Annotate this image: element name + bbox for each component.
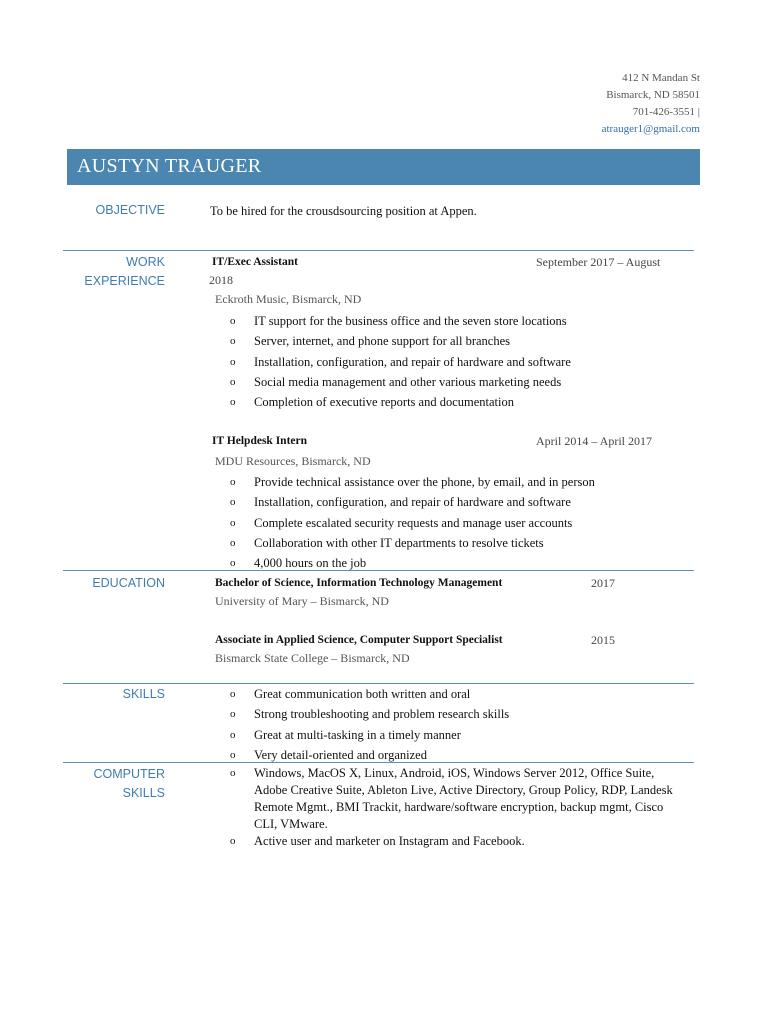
degree-year: 2015 bbox=[591, 633, 615, 647]
job-bullets bbox=[230, 311, 700, 412]
list-item bbox=[230, 533, 700, 553]
job-company: MDU Resources, Bismarck, ND bbox=[215, 454, 371, 468]
list-item bbox=[230, 352, 700, 372]
list-item bbox=[230, 472, 700, 492]
job-bullets bbox=[230, 472, 700, 573]
work-label bbox=[65, 253, 165, 291]
list-item-text: Great at multi-tasking in a timely manner bbox=[254, 727, 461, 742]
degree-title: Associate in Applied Science, Computer Support Specialist bbox=[215, 634, 503, 646]
list-item-text: Great communication both written and oral bbox=[254, 687, 471, 701]
list-item bbox=[230, 492, 700, 512]
computer-skills-label bbox=[65, 765, 165, 803]
contact-city: Bismarck, ND 58501 bbox=[606, 89, 700, 101]
bullet-circle-icon: o bbox=[230, 748, 236, 761]
list-item-text: 4,000 hours on the job bbox=[254, 556, 367, 571]
bullet-circle-icon: o bbox=[230, 835, 236, 847]
list-item-text: IT support for the business office and the seven store locations bbox=[254, 314, 567, 328]
list-item-text: Server, internet, and phone support for all branches bbox=[254, 334, 511, 349]
list-item-text: Very detail-oriented and organized bbox=[254, 747, 427, 762]
list-item-text: Active user and marketer on Instagram and Facebook. bbox=[254, 834, 525, 848]
bullet-circle-icon: o bbox=[230, 536, 236, 549]
bullet-circle-icon: o bbox=[230, 688, 236, 700]
job-title: IT Helpdesk Intern bbox=[212, 435, 308, 447]
education-label: EDUCATION bbox=[92, 576, 165, 590]
name-banner bbox=[67, 149, 700, 185]
bullet-circle-icon: o bbox=[230, 375, 236, 388]
work-label-line1: WORK bbox=[126, 255, 165, 269]
candidate-name: AUSTYN TRAUGER bbox=[77, 155, 262, 177]
contact-street: 412 N Mandan St bbox=[622, 72, 700, 84]
bullet-circle-icon: o bbox=[230, 315, 236, 327]
list-item bbox=[230, 513, 700, 533]
list-item bbox=[230, 372, 700, 392]
job-dates: September 2017 – August bbox=[536, 255, 661, 269]
objective-text: To be hired for the crousdsourcing position at Appen. bbox=[210, 204, 477, 218]
section-divider bbox=[63, 250, 694, 251]
bullet-circle-icon: o bbox=[230, 335, 236, 348]
list-item-text: Completion of executive reports and documentation bbox=[254, 395, 514, 410]
contact-email[interactable]: atrauger1@gmail.com bbox=[601, 123, 700, 135]
list-item bbox=[230, 833, 675, 850]
contact-block bbox=[602, 70, 700, 138]
list-item-text: Complete escalated security requests and manage user accounts bbox=[254, 515, 573, 530]
bullet-circle-icon: o bbox=[230, 557, 236, 570]
bullet-circle-icon: o bbox=[230, 767, 236, 779]
computer-skills-label-line1: COMPUTER bbox=[93, 767, 165, 781]
computer-skills-label-line2: SKILLS bbox=[122, 786, 165, 800]
degree-year: 2017 bbox=[591, 576, 615, 590]
work-label-line2: EXPERIENCE bbox=[84, 274, 165, 288]
contact-phone: 701-426-3551 | bbox=[632, 106, 700, 118]
bullet-circle-icon: o bbox=[230, 516, 236, 529]
school-name: Bismarck State College – Bismarck, ND bbox=[215, 651, 410, 665]
bullet-circle-icon: o bbox=[230, 355, 236, 368]
bullet-circle-icon: o bbox=[230, 476, 236, 488]
list-item-text: Collaboration with other IT departments to resolve tickets bbox=[254, 535, 544, 550]
list-item-text: Windows, MacOS X, Linux, Android, iOS, Windows Server 2012, Office Suite, Adobe Creative Suite, Ableton Live, Active Directory, Group Policy, RDP, Landesk Remote Mgmt., BMI Trackit, hardware/software encryption, backup mgmt, Cisco CLI, VMware. bbox=[254, 766, 673, 831]
school-name: University of Mary – Bismarck, ND bbox=[215, 594, 389, 608]
job-title: IT/Exec Assistant bbox=[212, 256, 298, 268]
objective-label: OBJECTIVE bbox=[95, 203, 165, 217]
list-item-text: Strong troubleshooting and problem research skills bbox=[254, 707, 510, 722]
section-divider bbox=[63, 570, 694, 571]
list-item bbox=[230, 765, 675, 833]
job-dates: April 2014 – April 2017 bbox=[536, 434, 652, 448]
job-company: Eckroth Music, Bismarck, ND bbox=[215, 292, 362, 306]
list-item bbox=[230, 392, 700, 412]
skills-bullets bbox=[230, 684, 700, 765]
list-item bbox=[230, 331, 700, 351]
computer-skills-bullets bbox=[230, 765, 675, 850]
bullet-circle-icon: o bbox=[230, 708, 236, 721]
list-item bbox=[230, 704, 700, 724]
list-item bbox=[230, 684, 700, 704]
section-divider bbox=[63, 762, 694, 763]
job-dates-cont: 2018 bbox=[209, 273, 233, 287]
degree-title: Bachelor of Science, Information Technology Management bbox=[215, 577, 503, 589]
bullet-circle-icon: o bbox=[230, 496, 236, 509]
list-item-text: Installation, configuration, and repair of hardware and software bbox=[254, 495, 571, 510]
list-item bbox=[230, 725, 700, 745]
skills-label: SKILLS bbox=[122, 687, 165, 701]
list-item bbox=[230, 311, 700, 331]
list-item-text: Installation, configuration, and repair of hardware and software bbox=[254, 354, 571, 369]
bullet-circle-icon: o bbox=[230, 396, 236, 409]
list-item-text: Social media management and other various marketing needs bbox=[254, 374, 562, 389]
bullet-circle-icon: o bbox=[230, 728, 236, 741]
list-item-text: Provide technical assistance over the phone, by email, and in person bbox=[254, 475, 595, 489]
